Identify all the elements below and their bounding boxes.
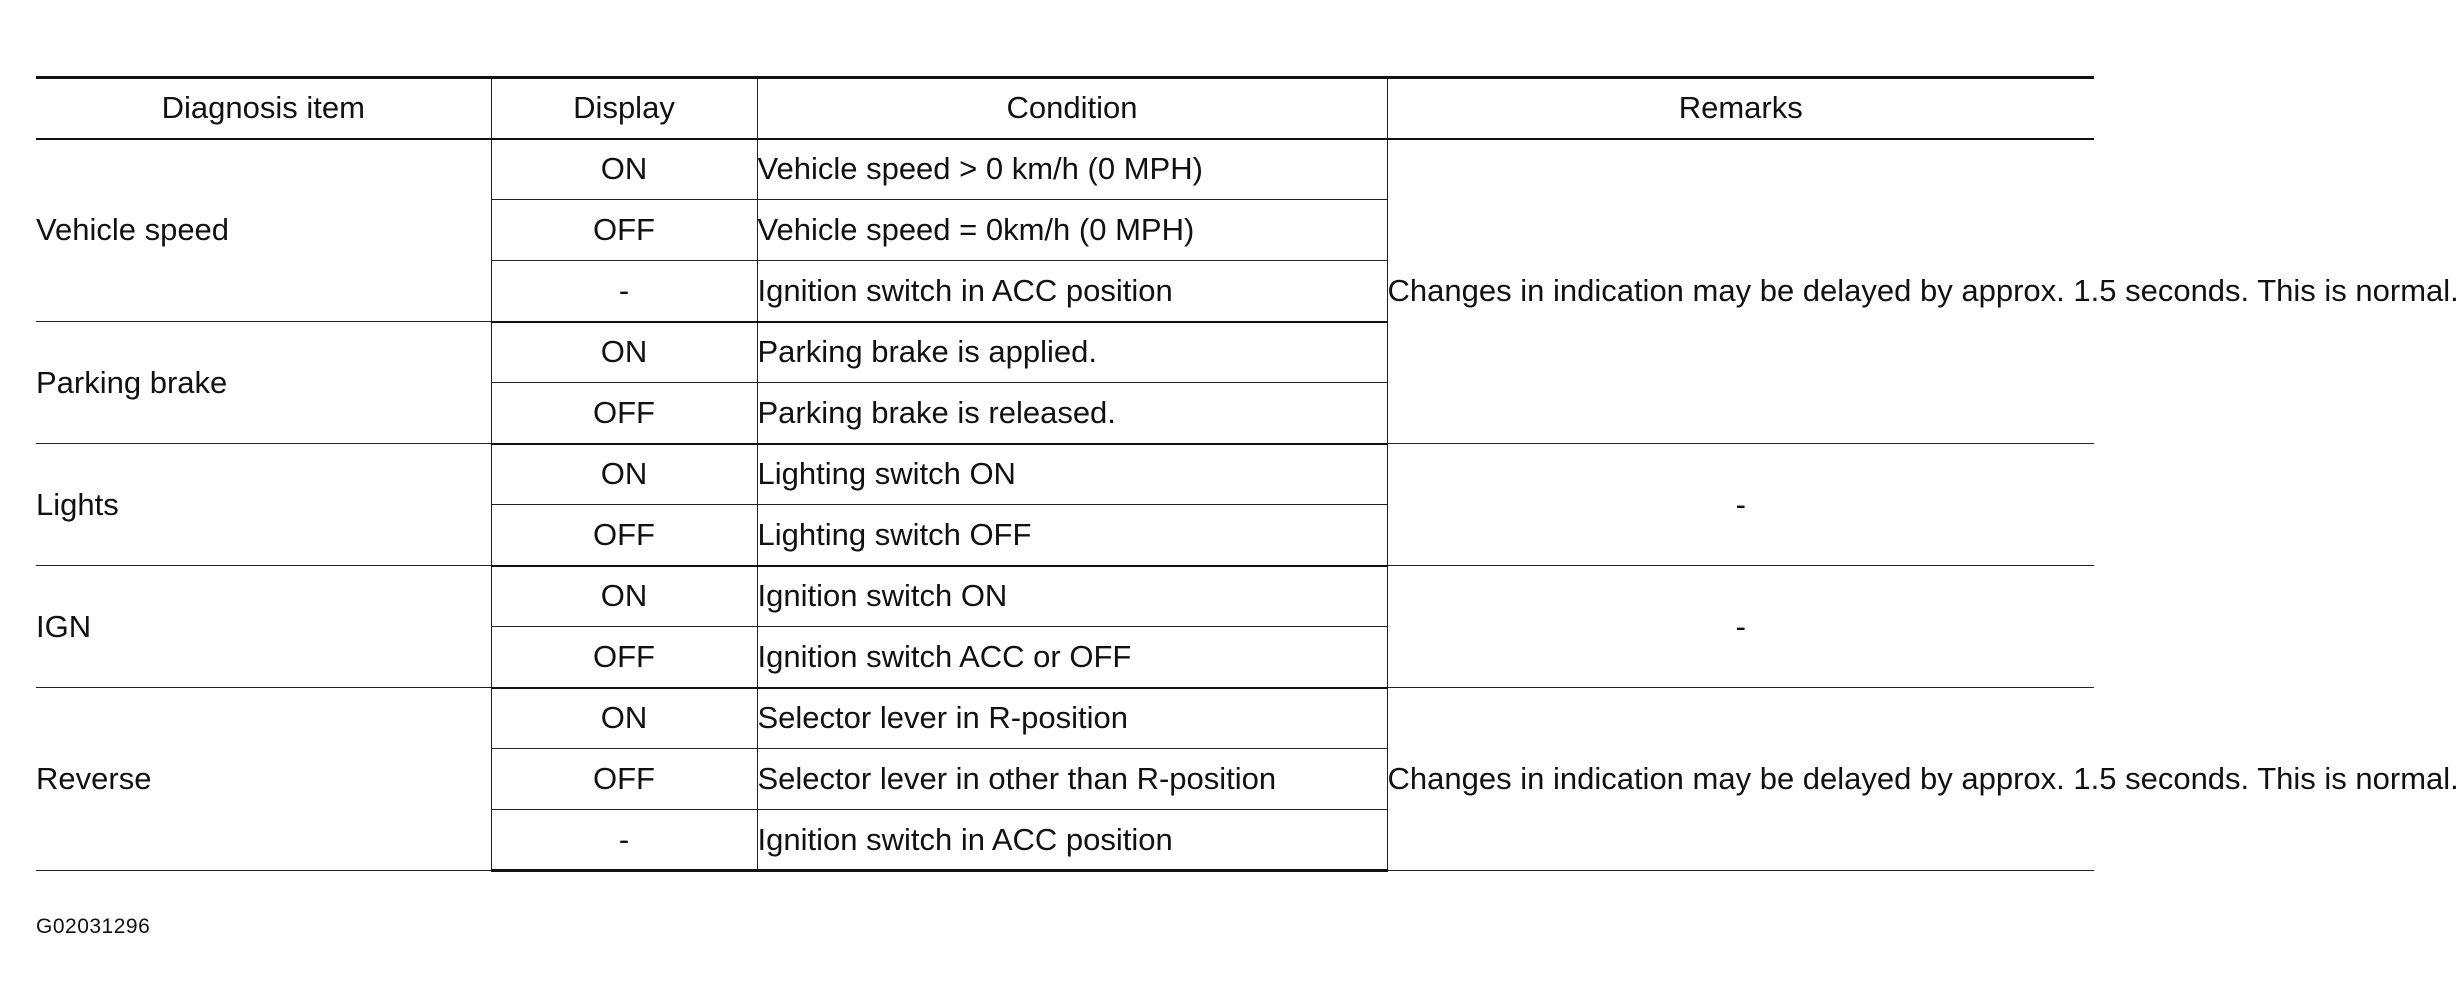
- diagnosis-item-cell: Parking brake: [36, 322, 491, 444]
- remarks-cell: -: [1387, 444, 2094, 566]
- table-row: [36, 566, 2094, 627]
- remarks-cell: -: [1387, 566, 2094, 688]
- header-display: Display: [491, 78, 757, 139]
- diagnosis-item-cell: Reverse: [36, 688, 491, 871]
- display-cell: ON: [491, 444, 757, 505]
- diagnosis-table-container: [36, 76, 2459, 872]
- diagnosis-item-cell: Lights: [36, 444, 491, 566]
- display-cell: ON: [491, 688, 757, 749]
- diagnosis-item-cell: IGN: [36, 566, 491, 688]
- display-cell: -: [491, 261, 757, 322]
- display-cell: ON: [491, 322, 757, 383]
- condition-cell: Vehicle speed > 0 km/h (0 MPH): [757, 139, 1387, 200]
- table-row: [36, 444, 2094, 505]
- condition-cell: Selector lever in other than R-position: [757, 749, 1387, 810]
- remarks-cell: Changes in indication may be delayed by approx. 1.5 seconds. This is normal.: [1387, 139, 2094, 444]
- table-header-row: [36, 78, 2094, 139]
- table-row: [36, 139, 2094, 200]
- figure-id: G02031296: [36, 915, 151, 938]
- display-cell: OFF: [491, 505, 757, 566]
- condition-cell: Parking brake is released.: [757, 383, 1387, 444]
- display-cell: ON: [491, 566, 757, 627]
- display-cell: OFF: [491, 627, 757, 688]
- condition-cell: Lighting switch OFF: [757, 505, 1387, 566]
- display-cell: -: [491, 810, 757, 871]
- display-cell: OFF: [491, 200, 757, 261]
- condition-cell: Ignition switch ON: [757, 566, 1387, 627]
- diagnosis-item-cell: Vehicle speed: [36, 139, 491, 322]
- condition-cell: Ignition switch in ACC position: [757, 810, 1387, 871]
- condition-cell: Vehicle speed = 0km/h (0 MPH): [757, 200, 1387, 261]
- condition-cell: Lighting switch ON: [757, 444, 1387, 505]
- condition-cell: Ignition switch in ACC position: [757, 261, 1387, 322]
- header-remarks: Remarks: [1387, 78, 2094, 139]
- display-cell: OFF: [491, 383, 757, 444]
- diagnosis-table: [36, 76, 2459, 872]
- remarks-cell: Changes in indication may be delayed by approx. 1.5 seconds. This is normal.: [1387, 688, 2094, 871]
- condition-cell: Parking brake is applied.: [757, 322, 1387, 383]
- header-condition: Condition: [757, 78, 1387, 139]
- display-cell: OFF: [491, 749, 757, 810]
- condition-cell: Selector lever in R-position: [757, 688, 1387, 749]
- table-row: [36, 688, 2094, 749]
- header-diagnosis-item: Diagnosis item: [36, 78, 491, 139]
- condition-cell: Ignition switch ACC or OFF: [757, 627, 1387, 688]
- display-cell: ON: [491, 139, 757, 200]
